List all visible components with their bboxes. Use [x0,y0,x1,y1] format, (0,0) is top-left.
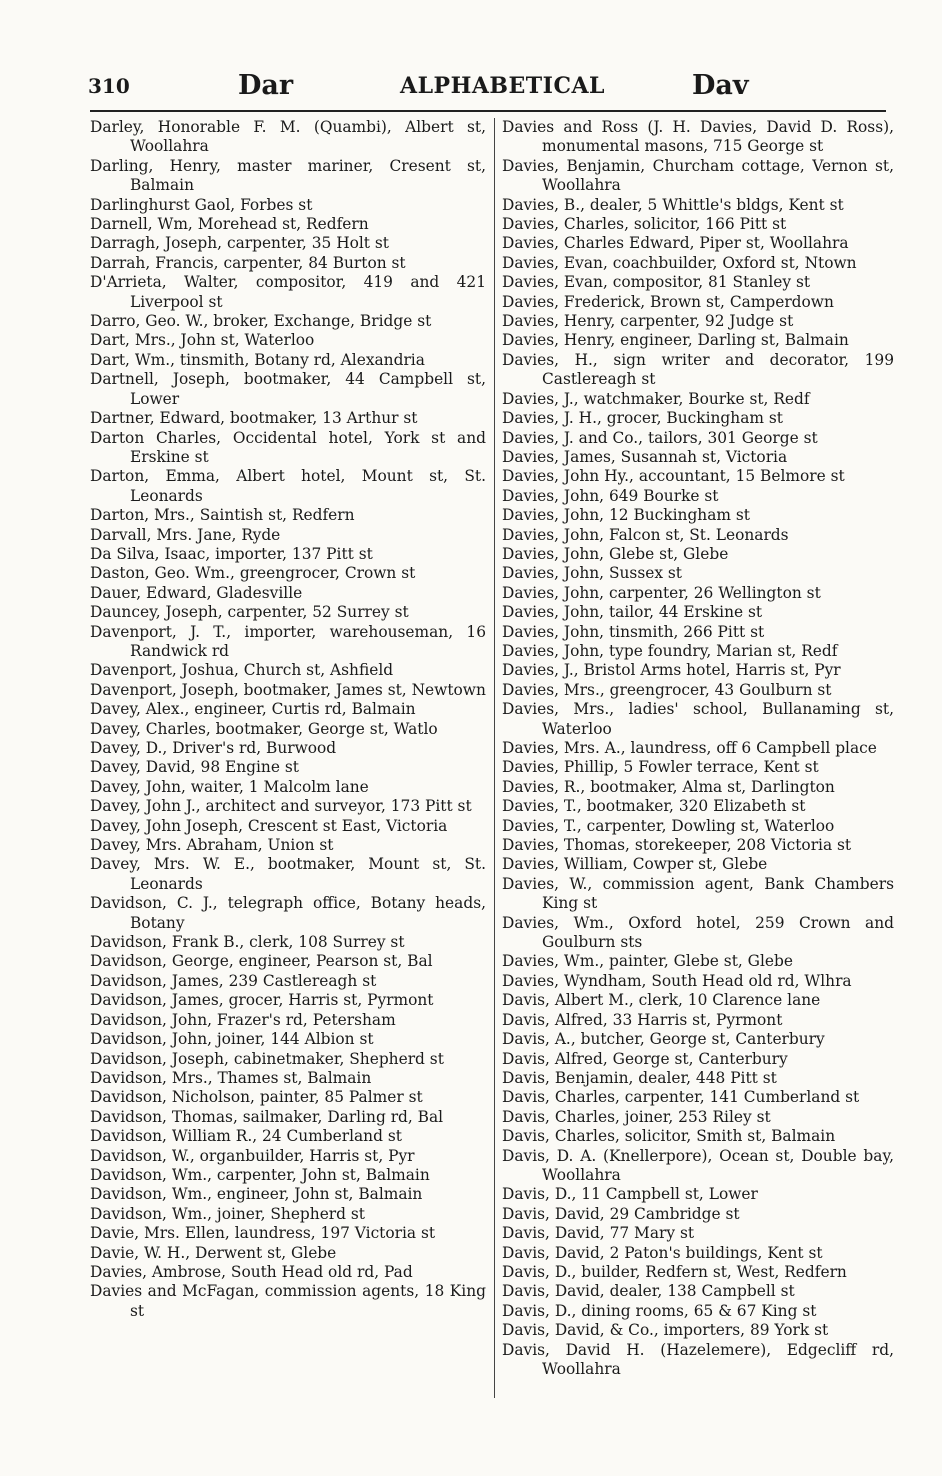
directory-entry: Davies and McFagan, commission agents, 18 King st [90,1282,486,1320]
directory-entry: Davidson, W., organbuilder, Harris st, Pyr [90,1146,415,1165]
directory-entry: Davies, Wyndham, South Head old rd, Wlhra [502,971,852,990]
directory-entry: Darton Charles, Occidental hotel, York st and Erskine st [90,428,486,466]
directory-entry: Dauncey, Joseph, carpenter, 52 Surrey st [90,603,409,622]
directory-entry: Daston, Geo. Wm., greengrocer, Crown st [90,564,416,583]
directory-entry: Davidson, James, grocer, Harris st, Pyrmont [90,991,434,1010]
directory-entry: Davies, J. and Co., tailors, 301 George st [502,428,818,447]
directory-entry: Davis, D., builder, Redfern st, West, Redfern [502,1262,847,1281]
directory-entry: Davies, John, type foundry, Marian st, Redf [502,641,838,660]
directory-entry: Davis, D. A. (Knellerpore), Ocean st, Double bay, Woollahra [502,1146,894,1184]
directory-entry: Davidson, Thomas, sailmaker, Darling rd, Bal [90,1107,444,1126]
left-column [90,118,486,1321]
directory-entry: Darton, Emma, Albert hotel, Mount st, St. Leonards [90,467,486,505]
directory-entry: Davidson, John, Frazer's rd, Petersham [90,1010,396,1029]
left-catchword: Dar [238,70,294,101]
directory-entry: Davies, John, Falcon st, St. Leonards [502,525,789,544]
directory-entry: Davies, T., carpenter, Dowling st, Waterloo [502,816,835,835]
directory-entry: Dart, Mrs., John st, Waterloo [90,331,315,350]
directory-entry: Davidson, C. J., telegraph office, Botany heads, Botany [90,894,486,932]
directory-entry: Davies, John, 649 Bourke st [502,486,719,505]
directory-entry: Davies, John, 12 Buckingham st [502,506,750,525]
directory-entry: Darlinghurst Gaol, Forbes st [90,195,313,214]
directory-entry: Davidson, Frank B., clerk, 108 Surrey st [90,933,405,952]
directory-entry: Davies, Ambrose, South Head old rd, Pad [90,1262,413,1281]
directory-entry: Davies, W., commission agent, Bank Chambers King st [502,874,894,913]
page-header [88,66,894,106]
directory-entry: Davies, Wm., painter, Glebe st, Glebe [502,952,793,971]
directory-entry: Davies, John, carpenter, 26 Wellington st [502,583,821,602]
directory-entry: Davis, David, dealer, 138 Campbell st [502,1282,795,1301]
directory-entry: Dart, Wm., tinsmith, Botany rd, Alexandria [90,350,425,369]
directory-entry: Davies, Mrs. A., laundress, off 6 Campbell place [502,739,877,757]
directory-entry: Davies, John, Sussex st [502,564,682,583]
directory-entry: Darvall, Mrs. Jane, Ryde [90,525,281,544]
directory-entry: Da Silva, Isaac, importer, 137 Pitt st [90,544,373,563]
directory-entry: Davey, David, 98 Engine st [90,758,299,777]
directory-entry: Davis, David H. (Hazelemere), Edgecliff rd, Woollahra [502,1340,894,1378]
directory-entry: Davey, John Joseph, Crescent st East, Victoria [90,816,448,835]
directory-entry: Davidson, Nicholson, painter, 85 Palmer st [90,1088,423,1107]
directory-entry: Davies, Wm., Oxford hotel, 259 Crown and Goulburn sts [502,913,894,952]
directory-entry: Davies, Thomas, storekeeper, 208 Victoria st [502,836,852,855]
directory-entry: Davidson, Wm., joiner, Shepherd st [90,1204,365,1223]
directory-entry: Davey, D., Driver's rd, Burwood [90,739,337,757]
directory-entry: Dartnell, Joseph, bootmaker, 44 Campbell st, Lower [90,370,486,408]
directory-entry: Davies, William, Cowper st, Glebe [502,855,768,874]
right-catchword: Dav [692,70,749,101]
directory-entry: Davie, Mrs. Ellen, laundress, 197 Victoria st [90,1224,436,1243]
directory-entry: Davies, John, Glebe st, Glebe [502,544,729,563]
directory-entry: Darro, Geo. W., broker, Exchange, Bridge st [90,312,432,331]
directory-entry: Davis, Charles, joiner, 253 Riley st [502,1107,771,1126]
directory-entry: Davis, A., butcher, George st, Canterbury [502,1030,825,1049]
directory-entry: Davidson, Wm., engineer, John st, Balmain [90,1185,423,1204]
directory-entry: Davis, Alfred, George st, Canterbury [502,1049,788,1068]
directory-entry: Davies, John, tinsmith, 266 Pitt st [502,622,765,641]
directory-entry: Dauer, Edward, Gladesville [90,583,303,602]
page-number: 310 [88,74,130,98]
directory-entry: Davenport, Joshua, Church st, Ashfield [90,661,394,680]
directory-entry: Davis, Charles, carpenter, 141 Cumberland st [502,1088,860,1107]
directory-entry: Davies, Phillip, 5 Fowler terrace, Kent st [502,758,819,777]
directory-entry: Dartner, Edward, bootmaker, 13 Arthur st [90,409,418,428]
directory-entry: Davies, J. H., grocer, Buckingham st [502,409,783,428]
column-divider [494,118,495,1398]
directory-entry: Darling, Henry, master mariner, Cresent st, Balmain [90,156,486,195]
directory-entry: Davies, Henry, engineer, Darling st, Balmain [502,331,849,350]
directory-entry: Davies, J., Bristol Arms hotel, Harris st, Pyr [502,661,841,680]
directory-entry: Davis, Benjamin, dealer, 448 Pitt st [502,1068,777,1087]
directory-entry: Davidson, John, joiner, 144 Albion st [90,1030,374,1049]
directory-entry: Davies, T., bootmaker, 320 Elizabeth st [502,797,806,816]
directory-entry: Davey, Charles, bootmaker, George st, Watlo [90,719,438,738]
page-title: ALPHABETICAL [400,73,606,99]
directory-entry: Darnell, Wm, Morehead st, Redfern [90,215,369,234]
directory-entry: Davey, Mrs. Abraham, Union st [90,836,334,855]
directory-entry: Davis, David, & Co., importers, 89 York st [502,1321,829,1340]
directory-entry: Davidson, William R., 24 Cumberland st [90,1127,402,1146]
directory-entry: Davis, David, 29 Cambridge st [502,1204,740,1223]
directory-entry: Davies, Mrs., greengrocer, 43 Goulburn st [502,680,832,699]
directory-entry: Davies, John Hy., accountant, 15 Belmore st [502,467,845,486]
header-rule [90,110,886,112]
directory-entry: Davies, J., watchmaker, Bourke st, Redf [502,389,810,408]
directory-entry: Davidson, Mrs., Thames st, Balmain [90,1068,372,1087]
directory-entry: Davey, John, waiter, 1 Malcolm lane [90,777,369,796]
directory-entry: Davis, Alfred, 33 Harris st, Pyrmont [502,1010,783,1029]
directory-entry: Davies, H., sign writer and decorator, 199 Castlereagh st [502,350,894,389]
directory-entry: Darley, Honorable F. M. (Quambi), Albert st, Woollahra [90,118,486,156]
directory-entry: Davis, Charles, solicitor, Smith st, Balmain [502,1127,836,1146]
directory-entry: Davies, B., dealer, 5 Whittle's bldgs, Kent st [502,195,844,214]
directory-entry: D'Arrieta, Walter, compositor, 419 and 421 Liverpool st [90,273,486,311]
directory-entry: Davies, Evan, compositor, 81 Stanley st [502,273,811,292]
directory-entry: Davidson, Joseph, cabinetmaker, Shepherd st [90,1049,444,1068]
directory-entry: Davies, John, tailor, 44 Erskine st [502,603,763,622]
directory-entry: Davies, James, Susannah st, Victoria [502,447,788,466]
directory-entry: Davey, John J., architect and surveyor, 173 Pitt st [90,797,472,816]
directory-entry: Davenport, J. T., importer, warehouseman, 16 Randwick rd [90,622,486,660]
directory-entry: Davidson, George, engineer, Pearson st, Bal [90,952,433,971]
directory-entry: Darton, Mrs., Saintish st, Redfern [90,506,355,525]
directory-entry: Davis, David, 77 Mary st [502,1224,695,1243]
directory-entry: Davidson, James, 239 Castlereagh st [90,971,377,990]
directory-entry: Davis, David, 2 Paton's buildings, Kent st [502,1243,823,1262]
directory-entry: Davenport, Joseph, bootmaker, James st, Newtown [90,680,486,699]
directory-entry: Darragh, Joseph, carpenter, 35 Holt st [90,234,389,253]
directory-entry: Davies, Henry, carpenter, 92 Judge st [502,312,794,331]
directory-entry: Davies, R., bootmaker, Alma st, Darlington [502,777,835,796]
directory-entry: Davis, D., 11 Campbell st, Lower [502,1185,758,1204]
directory-entry: Davies, Charles, solicitor, 166 Pitt st [502,215,787,234]
directory-entry: Davies, Evan, coachbuilder, Oxford st, Ntown [502,253,857,272]
directory-entry: Davies, Charles Edward, Piper st, Woollahra [502,234,849,253]
directory-entry: Darrah, Francis, carpenter, 84 Burton st [90,253,406,272]
directory-entry: Davis, Albert M., clerk, 10 Clarence lane [502,991,821,1010]
directory-entry: Davies, Frederick, Brown st, Camperdown [502,292,834,311]
directory-entry: Davies, Mrs., ladies' school, Bullanaming st, Waterloo [502,700,894,738]
directory-entry: Davidson, Wm., carpenter, John st, Balmain [90,1165,430,1184]
directory-entry: Davies, Benjamin, Churcham cottage, Vernon st, Woollahra [502,156,894,195]
directory-entry: Davies and Ross (J. H. Davies, David D. Ross), monumental masons, 715 George st [502,118,894,156]
right-column [502,118,894,1379]
directory-entry: Davey, Alex., engineer, Curtis rd, Balmain [90,700,416,719]
directory-entry: Davis, D., dining rooms, 65 & 67 King st [502,1301,817,1320]
directory-entry: Davey, Mrs. W. E., bootmaker, Mount st, St. Leonards [90,855,486,893]
directory-entry: Davie, W. H., Derwent st, Glebe [90,1243,337,1262]
